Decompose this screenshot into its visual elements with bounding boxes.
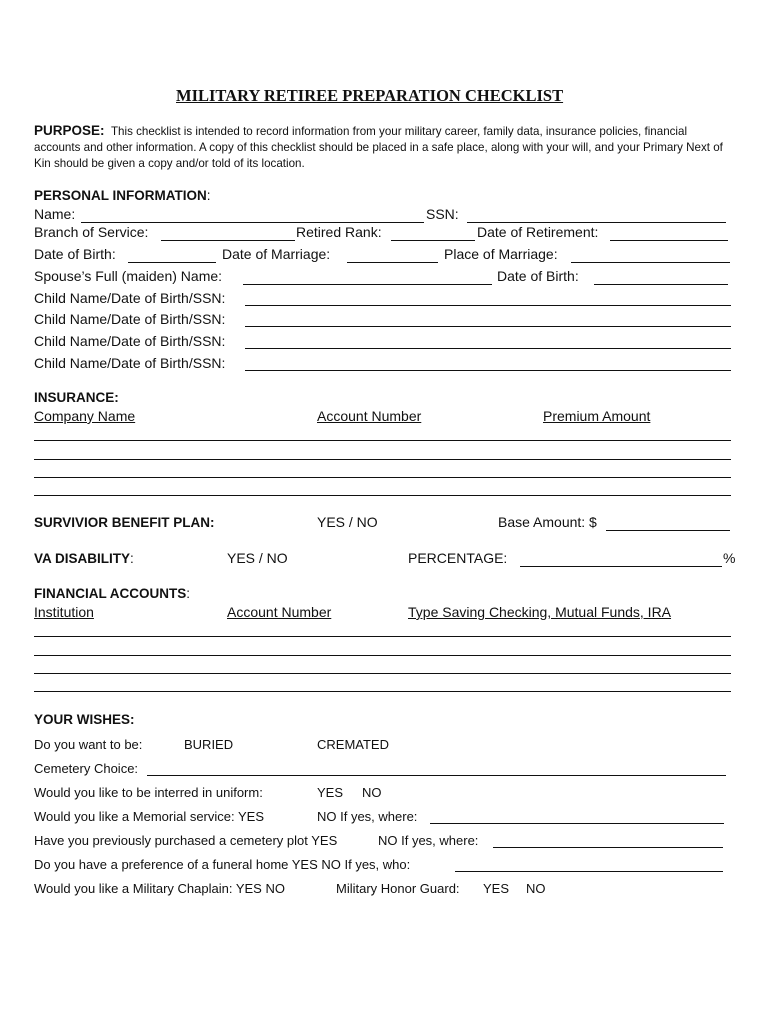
branch-field[interactable] xyxy=(161,240,295,241)
funeral-who-field[interactable] xyxy=(455,871,723,872)
retirement-date-field[interactable] xyxy=(610,240,728,241)
financial-row-line[interactable] xyxy=(34,636,731,637)
marriage-place-field[interactable] xyxy=(571,262,730,263)
spouse-dob-field[interactable] xyxy=(594,284,728,285)
child-field[interactable] xyxy=(245,305,731,306)
honor-guard-no-option[interactable]: NO xyxy=(526,881,546,896)
child-label: Child Name/Date of Birth/SSN: xyxy=(34,355,226,371)
dob-label: Date of Birth: xyxy=(34,246,116,262)
honor-guard-yes-option[interactable]: YES xyxy=(483,881,510,896)
insurance-row-line[interactable] xyxy=(34,459,731,460)
personal-info-header: PERSONAL INFORMATION: xyxy=(34,188,211,203)
sbp-base-label: Base Amount: $ xyxy=(498,514,597,530)
retirement-date-label: Date of Retirement: xyxy=(477,224,599,240)
ssn-label: SSN: xyxy=(426,206,459,222)
cemetery-field[interactable] xyxy=(147,775,726,776)
va-label: VA DISABILITY: xyxy=(34,551,134,566)
child-field[interactable] xyxy=(245,370,731,371)
sbp-base-field[interactable] xyxy=(606,530,730,531)
uniform-no-option[interactable]: NO xyxy=(362,785,382,800)
dob-field[interactable] xyxy=(128,262,216,263)
rank-label: Retired Rank: xyxy=(296,224,382,240)
child-label: Child Name/Date of Birth/SSN: xyxy=(34,311,226,327)
purpose-label: PURPOSE: xyxy=(34,123,105,138)
marriage-date-label: Date of Marriage: xyxy=(222,246,331,262)
purpose-paragraph xyxy=(34,123,734,172)
plot-where-field[interactable] xyxy=(493,847,723,848)
insurance-row-line[interactable] xyxy=(34,477,731,478)
funeral-label: Do you have a preference of a funeral home YES NO If yes, who: xyxy=(34,857,411,872)
memorial-label: Would you like a Memorial service: YES xyxy=(34,809,265,824)
page-title: MILITARY RETIREE PREPARATION CHECKLIST xyxy=(176,86,564,105)
memorial-no-where-label: NO If yes, where: xyxy=(317,809,418,824)
insurance-header: INSURANCE: xyxy=(34,390,119,405)
want-label: Do you want to be: xyxy=(34,737,143,752)
child-label: Child Name/Date of Birth/SSN: xyxy=(34,333,226,349)
financial-row-line[interactable] xyxy=(34,673,731,674)
financial-row-line[interactable] xyxy=(34,691,731,692)
sbp-options[interactable]: YES / NO xyxy=(317,514,378,530)
insurance-row-line[interactable] xyxy=(34,440,731,441)
purpose-text: This checklist is intended to record information from your military career, family data, insurance policies, financial accounts and other information. A copy of this checklist should be placed in a safe place, along with your will, and your Primary Next of Kin should be given a copy and/or told of its location. xyxy=(34,125,723,170)
uniform-label: Would you like to be interred in uniform: xyxy=(34,785,263,800)
wishes-header: YOUR WISHES: xyxy=(34,712,135,727)
child-field[interactable] xyxy=(245,326,731,327)
cremated-option[interactable]: CREMATED xyxy=(317,737,389,752)
honor-guard-label: Military Honor Guard: xyxy=(336,881,460,896)
memorial-where-field[interactable] xyxy=(430,823,724,824)
insurance-col-account: Account Number xyxy=(317,408,422,424)
va-options[interactable]: YES / NO xyxy=(227,550,288,566)
financial-row-line[interactable] xyxy=(34,655,731,656)
plot-no-where-label: NO If yes, where: xyxy=(378,833,479,848)
spouse-dob-label: Date of Birth: xyxy=(497,268,579,284)
insurance-col-company: Company Name xyxy=(34,408,136,424)
va-percent-sign: % xyxy=(723,550,736,566)
va-percentage-field[interactable] xyxy=(520,566,722,567)
insurance-col-premium: Premium Amount xyxy=(543,408,651,424)
child-field[interactable] xyxy=(245,348,731,349)
child-label: Child Name/Date of Birth/SSN: xyxy=(34,290,226,306)
branch-label: Branch of Service: xyxy=(34,224,149,240)
marriage-date-field[interactable] xyxy=(347,262,438,263)
cemetery-label: Cemetery Choice: xyxy=(34,761,139,776)
financial-col-account: Account Number xyxy=(227,604,332,620)
financial-header: FINANCIAL ACCOUNTS: xyxy=(34,586,191,601)
chaplain-label: Would you like a Military Chaplain: YES NO xyxy=(34,881,285,896)
buried-option[interactable]: BURIED xyxy=(184,737,234,752)
name-field[interactable] xyxy=(81,222,424,223)
sbp-label: SURVIVIOR BENEFIT PLAN: xyxy=(34,515,215,530)
uniform-yes-option[interactable]: YES xyxy=(317,785,344,800)
ssn-field[interactable] xyxy=(467,222,726,223)
rank-field[interactable] xyxy=(391,240,475,241)
name-label: Name: xyxy=(34,206,76,222)
financial-col-type: Type Saving Checking, Mutual Funds, IRA xyxy=(408,604,672,620)
va-percentage-label: PERCENTAGE: xyxy=(408,550,508,566)
financial-col-institution: Institution xyxy=(34,604,94,620)
spouse-name-label: Spouse’s Full (maiden) Name: xyxy=(34,268,223,284)
spouse-name-field[interactable] xyxy=(243,284,492,285)
plot-label: Have you previously purchased a cemetery plot YES xyxy=(34,833,338,848)
marriage-place-label: Place of Marriage: xyxy=(444,246,558,262)
insurance-row-line[interactable] xyxy=(34,495,731,496)
